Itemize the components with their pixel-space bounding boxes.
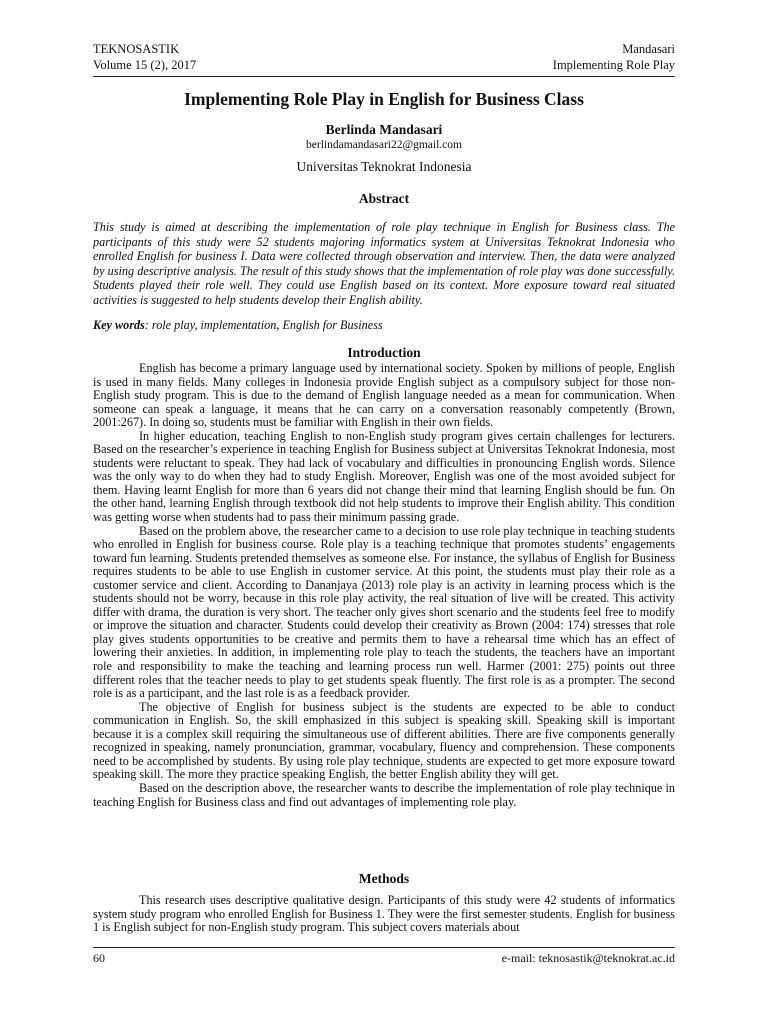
introduction-body	[93, 362, 675, 809]
introduction-heading: Introduction	[347, 345, 421, 360]
author-email: berlindamandasari22@gmail.com	[306, 139, 462, 151]
methods-body	[93, 894, 675, 935]
footer-rule	[93, 947, 675, 948]
running-header-right	[553, 41, 675, 73]
paragraph: Based on the problem above, the researcher came to a decision to use role play technique in teaching students who enrolled in English for business course. Role play is a teaching technique that promotes students’ engagements toward fun learning. Students pretended themselves as someone else. For instance, the syllabus of English for Business requires students to be able to use English in customer service. At this point, the students must play their role as a customer service and client. According to Dananjaya (2013) role play is an activity in learning process which is the students should not be worry, because in this role play activity, the real situation of live will be created. This activity differ with drama, the duration is very short. The teacher only gives short scenario and the students feel free to modify or improve the situation and character. Students could develop their creativity as Brown (2004: 174) stresses that role play gives students opportunities to be creative and permits them to have a rehearsal time which has an effect of lowering their anxieties. In addition, in implementing role play to teach the students, the teachers have an important role and responsibility to make the teaching and learning process run well. Harmer (2001: 275) points out three different roles that the teacher needs to play to get students speak fluently. The first role is as a prompter. The second role is as a participant, and the last role is as a feedback provider.	[93, 523, 675, 701]
header-rule	[93, 76, 675, 77]
paper-title: Implementing Role Play in English for Business Class	[184, 89, 584, 109]
keywords-label: Key words	[93, 318, 145, 332]
journal-name: TEKNOSASTIK	[93, 42, 180, 56]
running-header-left	[93, 41, 196, 73]
paragraph: English has become a primary language used by international society. Spoken by millions of people, English is used in many fields. Many colleges in Indonesia provide English subject as a compulsory subject for those non-English study program. This is due to the demand of English language needed as a mean for communication. When someone can speak a language, it means that he can carry on a conversation reasonably competently (Brown, 2001:267). In doing so, students must be familiar with English in their own fields.	[93, 361, 675, 430]
keywords	[93, 318, 675, 333]
journal-volume: Volume 15 (2), 2017	[93, 58, 197, 72]
author-affiliation: Universitas Teknokrat Indonesia	[296, 159, 472, 174]
abstract-heading: Abstract	[358, 191, 410, 206]
footer-email: e-mail: teknosastik@teknokrat.ac.id	[501, 951, 675, 965]
page-number: 60	[93, 951, 105, 965]
abstract-text: This study is aimed at describing the implementation of role play technique in English for Business class. The participants of this study were 52 students majoring informatics system at Universitas Teknokrat Indonesia who enrolled English for business I. Data were collected through observation and interview. Then, the data were analyzed by using descriptive analysis. The result of this study shows that the implementation of role play was done successfully. Students played their role well. They could use English based on its context. More exposure toward real situated activities is suggested to help students develop their English ability.	[93, 220, 675, 307]
paragraph: The objective of English for business subject is the students are expected to be able to conduct communication in English. So, the skill emphasized in this subject is speaking skill. Speaking skill is important because it is a complex skill requiring the simultaneous use of different abilities. There are five components generally recognized in speaking, namely pronunciation, grammar, vocabulary, fluency and comprehension. These components need to be accomplished by students. By using role play technique, students are expected to get more exposure toward speaking skill. The more they practice speaking English, the better English ability they will get.	[93, 699, 675, 782]
methods-heading: Methods	[358, 871, 410, 886]
paragraph: This research uses descriptive qualitative design. Participants of this study were 42 students of informatics system study program who enrolled English for Business 1. They were the first semester students. English for business 1 is English subject for non-English study program. This subject covers materials about	[93, 893, 675, 935]
running-author: Mandasari	[622, 42, 675, 56]
running-title: Implementing Role Play	[552, 58, 675, 72]
keywords-text: : role play, implementation, English for Business	[144, 318, 383, 332]
author-name: Berlinda Mandasari	[325, 122, 443, 137]
paragraph: Based on the description above, the researcher wants to describe the implementation of role play technique in teaching English for Business class and find out advantages of implementing role play.	[93, 780, 675, 809]
paragraph: In higher education, teaching English to non-English study program gives certain challenges for lecturers. Based on the researcher’s experience in teaching English for Business subject at Universitas Teknokrat Indonesia, most students were reluctant to speak. They had lack of vocabulary and difficulties in pronouncing English words. Silence was the only way to do when they had to study English. Moreover, English was one of the most avoided subject for them. Having learnt English for more than 6 years did not change their mind that learning English should be fun. On the other hand, learning English through textbook did not help students to improve their English ability. This condition was getting worse when students had to pass their minimum passing grade.	[93, 428, 675, 525]
